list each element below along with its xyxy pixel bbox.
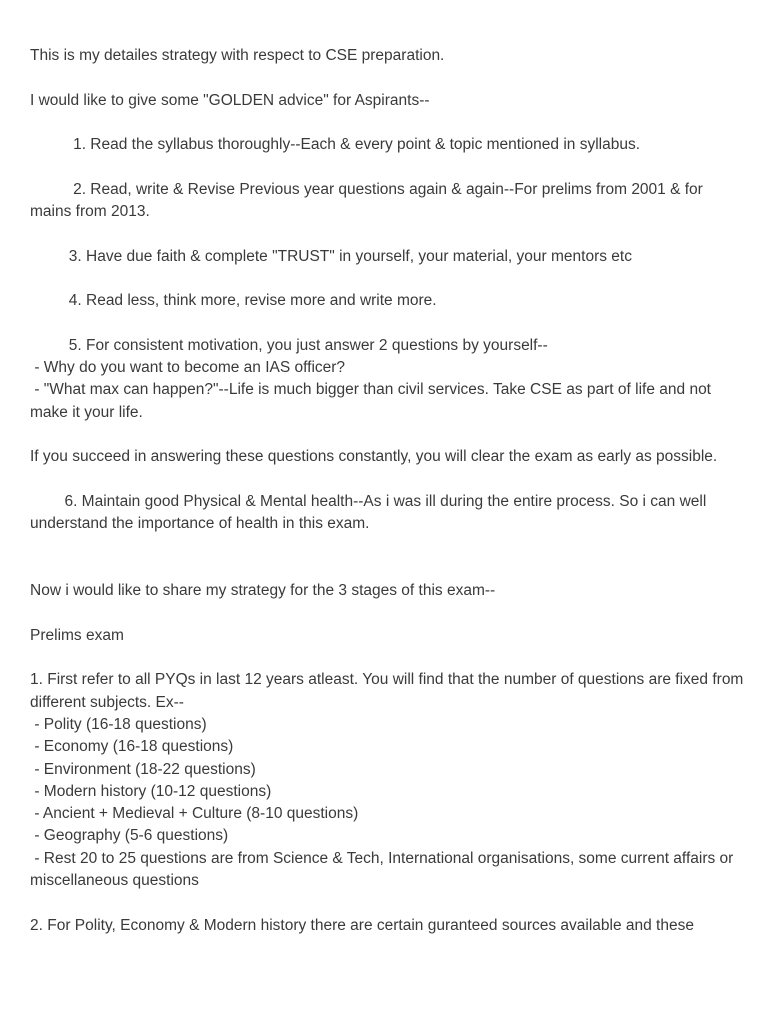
advice-question-1: - Why do you want to become an IAS officer? — [30, 359, 346, 377]
advice-item-2: 2. Read, write & Revise Previous year questions again & again--For prelims from 2001 & for mains from 2013. — [30, 180, 708, 221]
golden-advice-heading: I would like to give some "GOLDEN advice" for Aspirants-- — [30, 91, 430, 109]
advice-item-5: 5. For consistent motivation, you just answer 2 questions by yourself-- — [30, 336, 548, 354]
prelims-point-1: 1. First refer to all PYQs in last 12 years atleast. You will find that the number of questions are fixed from different subjects. Ex-- — [30, 671, 748, 711]
advice-question-2: - "What max can happen?"--Life is much bigger than civil services. Take CSE as part of life and not make it your life. — [30, 381, 716, 421]
advice-item-3: 3. Have due faith & complete "TRUST" in yourself, your material, your mentors etc — [30, 247, 632, 265]
strategy-heading: Now i would like to share my strategy for the 3 stages of this exam-- — [30, 582, 496, 600]
prelims-point-2: 2. For Polity, Economy & Modern history there are certain guranteed sources available and these — [30, 916, 694, 934]
subject-item: - Ancient + Medieval + Culture (8-10 questions) — [30, 805, 359, 823]
prelims-title: Prelims exam — [30, 626, 124, 644]
intro-line: This is my detailes strategy with respect to CSE preparation. — [30, 47, 445, 64]
advice-item-6: 6. Maintain good Physical & Mental health--As i was ill during the entire process. So i can well understand the importance of health in this exam. — [30, 492, 711, 533]
document-body — [30, 45, 748, 937]
subject-item: - Geography (5-6 questions) — [30, 827, 229, 845]
subject-item: - Polity (16-18 questions) — [30, 715, 207, 733]
advice-item-1: 1. Read the syllabus thoroughly--Each & every point & topic mentioned in syllabus. — [30, 136, 641, 154]
subject-item: - Economy (16-18 questions) — [30, 738, 234, 756]
subject-item: - Modern history (10-12 questions) — [30, 782, 272, 800]
advice-item-4: 4. Read less, think more, revise more and write more. — [30, 292, 437, 310]
subject-item: - Rest 20 to 25 questions are from Science & Tech, International organisations, some current affairs or miscellaneous questions — [30, 849, 738, 889]
advice-followup: If you succeed in answering these questions constantly, you will clear the exam as early as possible. — [30, 448, 718, 466]
subject-item: - Environment (18-22 questions) — [30, 760, 256, 778]
